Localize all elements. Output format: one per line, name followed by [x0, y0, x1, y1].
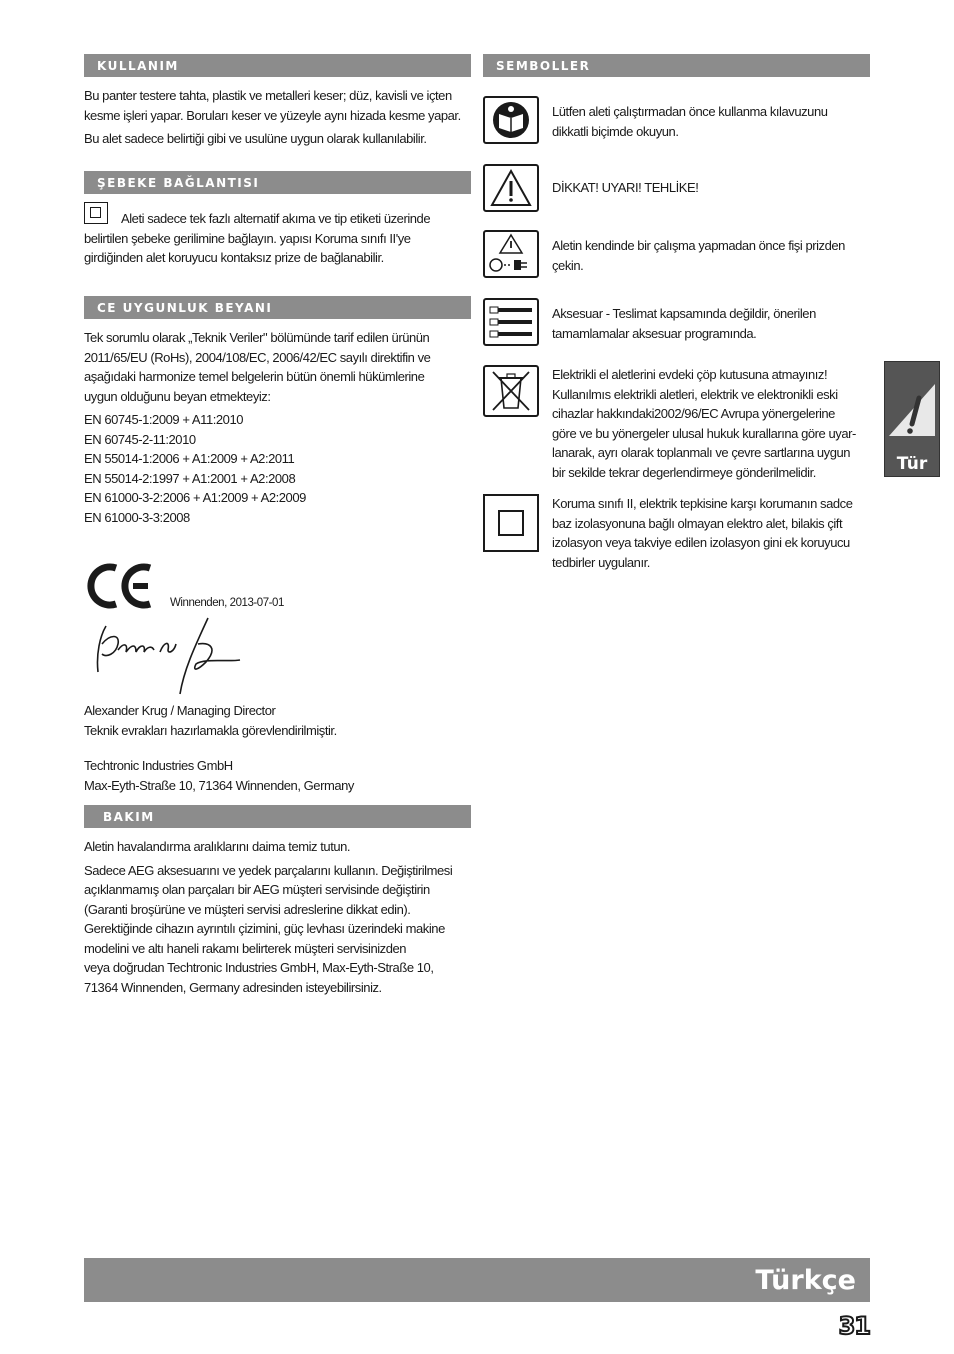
ce-mark-row	[84, 562, 471, 612]
sebeke-paragraph: Aleti sadece tek fazlı alternatif akıma ve tip etiketi üzerinde belirtilen şebeke gerilimine bağlayın. yapısı Koruma sınıfı II'ye girdiğinden alet koruyucu kontaksız prize de bağlanabilir.	[84, 211, 431, 265]
page-number: 31	[838, 1312, 870, 1340]
symbol-text-class-ii: Koruma sınıfı II, elektrik tepkisine karşı korumanın sadce baz izolasyonuna bağlı olmayan elektro alet, bilakis çift izolasyon veya takviye edilen izolasyon gini ek koruyucu tedbirler uygulanır.	[552, 496, 853, 570]
read-manual-icon	[483, 96, 539, 144]
class-ii-icon	[483, 494, 539, 552]
symbol-text-unplug: Aletin kendinde bir çalışma yapmadan önce fişi prizden çekin.	[552, 238, 845, 273]
unplug-icon	[483, 230, 539, 278]
warning-exclamation-icon	[885, 364, 939, 444]
language-title: Türkçe	[755, 1265, 856, 1296]
class-ii-small-icon	[84, 202, 108, 224]
section-header-kullanim: KULLANIM	[84, 54, 471, 77]
signature-image	[88, 614, 258, 699]
weee-bin-icon	[483, 365, 539, 417]
section-header-semboller: SEMBOLLER	[483, 54, 870, 77]
ce-standards-list: EN 60745-1:2009 + A11:2010 EN 60745-2-11:2010 EN 55014-1:2006 + A1:2009 + A2:2011 EN 55014-2:1997 + A1:2001 + A2:2008 EN 61000-3-2:2006 + A1:2009 + A2:2009 EN 61000-3-3:2008	[84, 412, 306, 525]
symbol-text-warning: DİKKAT! UYARI! TEHLİKE!	[552, 180, 699, 195]
semboller-section	[483, 54, 870, 77]
ce-section	[84, 296, 471, 527]
place-date: Winnenden, 2013-07-01	[170, 597, 284, 609]
ce-intro: Tek sorumlu olarak „Teknik Veriler" bölümünde tarif edilen ürünün 2011/65/EU (RoHs), 2004/108/EC, 2006/42/EC sayılı direktifin ve aşağıdaki harmonize temel belgelerin bütün önemli hükümlerine uygun olduğunu beyan etmekteyiz:	[84, 330, 431, 404]
bakim-paragraph-2: Sadece AEG aksesuarını ve yedek parçalarını kullanın. Değiştirilmesi açıklanmamış olan parçaları bir AEG müşteri servisinde değiştirin (Garanti broşürüne ve müşteri servisi adreslerine dikkat edin). Gerektiğinde cihazın ayrıntılı çizimini, güç levhası üzerindeki makine modelini ve altı haneli rakamı belirterek müşteri servisinizden veya doğrudan Techtronic Industries GmbH, Max-Eyth-Straße 10, 71364 Winnenden, Germany adresinden isteyebilirsiniz.	[84, 862, 453, 995]
symbol-text-blades: Aksesuar - Teslimat kapsamında değildir, önerilen tamamlamalar aksesuar programında.	[552, 306, 816, 341]
section-header-bakim: BAKIM	[84, 805, 471, 828]
side-tab-label: Tür	[896, 454, 928, 474]
section-header-ce: CE UYGUNLUK BEYANI	[84, 296, 471, 319]
bakim-paragraph-1: Aletin havalandırma aralıklarını daima temiz tutun.	[84, 839, 351, 854]
blades-icon	[483, 298, 539, 346]
ce-mark-icon	[86, 562, 156, 610]
language-side-tab	[884, 361, 940, 477]
warning-icon	[483, 164, 539, 212]
symbol-text-read-manual: Lütfen aleti çalıştırmadan önce kullanma kılavuzunu dikkatli biçimde okuyun.	[552, 104, 828, 139]
kullanim-section	[84, 54, 471, 149]
symbol-text-weee: Elektrikli el aletlerini evdeki çöp kutusuna atmayınız! Kullanılmıs elektrikli aletleri, elektrik ve elektronikli eski cihazlar hakkındaki2002/96/EC Avrupa yönergelerine göre ve bu yönergeler ulusal hukuk kurallarına göre uyar- lanarak, ayrı olarak toplanmalı ve çevre sartlarına uygun bir sekilde tekrar degerlendirmeye gönderilmelidir.	[552, 367, 856, 480]
bakim-section	[84, 805, 471, 997]
language-footer-bar	[84, 1258, 870, 1302]
section-header-sebeke: ŞEBEKE BAĞLANTISI	[84, 171, 471, 194]
signer-info: Alexander Krug / Managing Director Teknik evrakları hazırlamakla görevlendirilmiştir.	[84, 703, 337, 738]
kullanim-paragraph-1: Bu panter testere tahta, plastik ve metalleri keser; düz, kavisli ve içten kesme işleri yapar. Boruları keser ve yüzeyle aynı hizada kesme yapar.	[84, 88, 461, 123]
company-address: Techtronic Industries GmbH Max-Eyth-Straße 10, 71364 Winnenden, Germany	[84, 758, 354, 793]
kullanim-paragraph-2: Bu alet sadece belirtiği gibi ve usulüne uygun olarak kullanılabilir.	[84, 131, 427, 146]
sebeke-section	[84, 171, 471, 268]
